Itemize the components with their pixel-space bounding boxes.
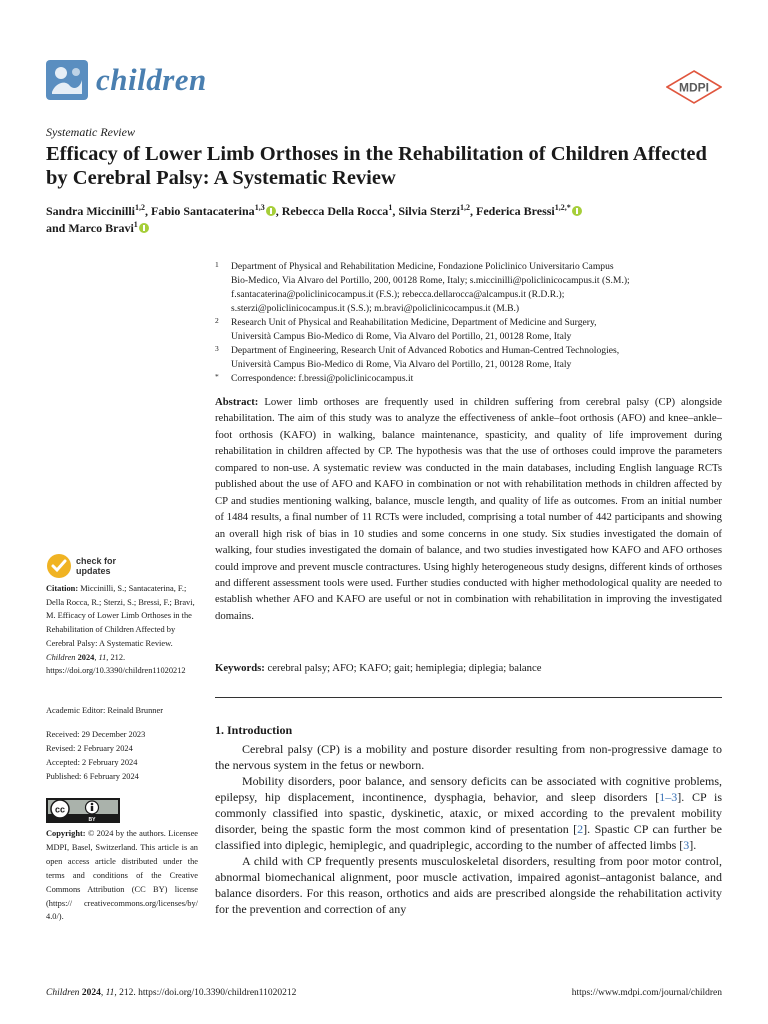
section-heading-introduction: 1. Introduction xyxy=(215,723,293,737)
author-name: and Marco Bravi xyxy=(46,221,134,235)
footer-citation: Children 2024, 11, 212. https://doi.org/10.3390/children11020212 xyxy=(46,988,297,998)
paragraph xyxy=(215,853,722,917)
reference-link[interactable]: 2 xyxy=(577,822,584,836)
citation-text: Miccinilli, S.; Santacaterina, F.; Della Rocca, R.; Sterzi, S.; Bressi, F.; Bravi, M. Efficacy of Lower Limb Orthoses in the Rehabilitation of Children Affected by Cerebral Palsy: A Systematic Review. xyxy=(46,584,195,648)
citation-volume: 11 xyxy=(98,652,107,662)
children-journal-logo-icon xyxy=(46,60,88,100)
citation-journal: Children xyxy=(46,652,76,662)
author-affiliation-ref: 1,2,* xyxy=(554,203,571,212)
article-title: Efficacy of Lower Limb Orthoses in the Rehabilitation of Children Affected by Cerebral Palsy: A Systematic Review xyxy=(46,143,707,189)
author-name: Fabio Santacaterina xyxy=(151,204,255,218)
date-item: Revised: 2 February 2024 xyxy=(46,744,133,753)
author-list: Sandra Miccinilli$^{1,2}$, Fabio Santacaterina$^{1,3}$ , Rebecca Della Rocca$^1$, Silvia Sterzi$^{1,2}$, Federica Bressi$^{1,2,*}$ and Marco Bravi$^1$ xyxy=(46,203,736,237)
author-affiliation-ref: 1 xyxy=(133,220,138,229)
journal-name: children xyxy=(96,62,207,97)
svg-text:BY: BY xyxy=(88,817,96,823)
mdpi-logo-icon xyxy=(666,70,722,104)
keywords xyxy=(215,661,722,676)
abstract xyxy=(215,394,722,624)
paragraph-text: Mobility disorders, poor balance, and sensory deficits can be associated with cognitive problems, epilepsy, hip displacement, incontinence, dysphagia, behavior, and sleep disorders [ xyxy=(215,774,722,804)
abstract-text: Lower limb orthoses are frequently used in children suffering from cerebral palsy (CP) alongside rehabilitation. The aim of this study was to analyze the effectiveness of ankle–foot orthosis (AFO) and knee–ankle–foot orthosis (KAFO) in walking, balance maintenance, spasticity, and quality of life improvement during rehabilitation in children affected by CP. The hypothesis was that the use of orthoses could improve the parameters compared to non-use. A systematic review was conducted in the main databases, including English language RCTs published about the use of AFO and KAFO in combination or not with rehabilitation methods in children affected by CP and studies mentioning walking, balance, muscle length, and quality of life as outcomes. From an initial number of 1484 results, a final number of 11 RCTs were included, comprising a total number of 442 participants and showing an overall high risk of bias in 10 studies and some concerns in one study. Six studies investigated the domain of walking, four studies investigated the domain of balance, and two studies investigated how KAFO and AFO orthoses could improve and prevent muscle contractures. Using highly heterogeneous study designs, different kinds of orthoses and different assessment tools were used. Further studies conducted with higher methodological quality are needed to establish whether AFO and KAFO are useful or not in combination with rehabilitation in improving the investigated domains. xyxy=(215,396,723,622)
affiliation-item xyxy=(215,260,720,316)
keywords-label: Keywords: xyxy=(215,662,265,674)
paragraph-text: ]. xyxy=(689,838,697,852)
article-type: Systematic Review xyxy=(46,125,135,139)
citation-label: Citation: xyxy=(46,584,79,593)
affiliation-line: f.santacaterina@policlinicocampus.it (F.S.); rebecca.dellarocca@alcampus.it (R.D.R.); xyxy=(231,289,565,300)
paragraph-text: A child with CP frequently presents musculoskeletal disorders, resulting from poor motor control, abnormal biomechanical alignment, poor muscle activation, impaired agonist–antagonist balance, and balance disorders. For this reason, orthotics and aids are prescribed alongside the rehabilitation activity for the prevention and correction of any xyxy=(215,854,722,916)
check-for-updates-icon[interactable] xyxy=(46,553,72,579)
paragraph xyxy=(215,741,722,773)
affiliation-line: Università Campus Bio-Medico di Rome, Via Alvaro del Portillo, 21, 00128 Rome, Italy xyxy=(231,359,572,370)
affiliation-item xyxy=(215,316,720,344)
paragraph-text: ]. CP is commonly classified into spastic, dyskinetic, ataxic, or mixed according to the prevalent mobility disorder, being the spastic form the most common kind of presentation [ xyxy=(215,790,723,836)
date-item: Accepted: 2 February 2024 xyxy=(46,758,138,767)
reference-link[interactable]: 3 xyxy=(683,838,690,852)
copyright-block xyxy=(46,827,198,924)
orcid-icon[interactable] xyxy=(572,206,582,216)
author-name: Federica Bressi xyxy=(475,204,555,218)
author-affiliation-ref: 1 xyxy=(388,203,393,212)
date-item: Published: 6 February 2024 xyxy=(46,772,139,781)
academic-editor: Academic Editor: Reinald Brunner xyxy=(46,706,163,715)
affiliation-list xyxy=(215,260,720,386)
paragraph xyxy=(215,773,722,853)
affiliation-line: Research Unit of Physical and Reahabilitation Medicine, Department of Medicine and Surgery, xyxy=(231,317,597,328)
author-name: Sandra Miccinilli xyxy=(46,204,136,218)
publication-dates xyxy=(46,728,145,784)
citation-year: 2024 xyxy=(77,652,95,662)
orcid-icon[interactable] xyxy=(266,206,276,216)
affiliation-number: * xyxy=(215,372,219,381)
author-affiliation-ref: 1,2 xyxy=(135,203,146,212)
affiliation-line: Department of Engineering, Research Unit of Advanced Robotics and Human-Centred Technologies, xyxy=(231,345,620,356)
affiliation-line: Università Campus Bio-Medico di Rome, Via Alvaro del Portillo, 21, 00128 Rome, Italy xyxy=(231,331,572,342)
date-item: Received: 29 December 2023 xyxy=(46,730,146,739)
footer-journal-url[interactable]: https://www.mdpi.com/journal/children xyxy=(571,988,722,998)
cc-by-license-icon[interactable] xyxy=(46,798,120,823)
copyright-label: Copyright: xyxy=(46,829,86,838)
affiliation-item xyxy=(215,344,720,372)
affiliation-line: Correspondence: f.bressi@policlinicocampus.it xyxy=(231,373,414,384)
check-for-updates-label[interactable]: check for updates xyxy=(76,556,117,576)
affiliation-line: Department of Physical and Rehabilitation Medicine, Fondazione Policlinico Universitario Campus xyxy=(231,261,614,272)
orcid-icon[interactable] xyxy=(139,223,149,233)
affiliation-number: 1 xyxy=(215,260,219,269)
keywords-text: cerebral palsy; AFO; KAFO; gait; hemiplegia; diplegia; balance xyxy=(267,662,542,674)
affiliation-line: Bio-Medico, Via Alvaro del Portillo, 200, 00128 Rome, Italy; s.miccinilli@policlinicocampus.it (S.M.); xyxy=(231,275,630,286)
affiliation-line: s.sterzi@policlinicocampus.it (S.S.); m.bravi@policlinicocampus.it (M.B.) xyxy=(231,303,520,314)
citation-doi[interactable]: , 212. https://doi.org/10.3390/children11020212 xyxy=(46,652,186,676)
copyright-text: © 2024 by the authors. Licensee MDPI, Basel, Switzerland. This article is an open access article distributed under the terms and conditions of the Creative Commons Attribution (CC BY) license (https:// creativecommons.org/licenses/by/ 4.0/). xyxy=(46,829,198,922)
paragraph-text: ]. Spastic CP can further be classified into diplegic, hemiplegic, and quadriplegic, according to the number of affected limbs [ xyxy=(215,822,722,852)
author-affiliation-ref: 1,3 xyxy=(254,203,265,212)
author-affiliation-ref: 1,2 xyxy=(459,203,470,212)
paragraph-text: Cerebral palsy (CP) is a mobility and posture disorder resulting from non-progressive damage to the nervous system in the fetus or newborn. xyxy=(215,742,722,772)
author-name: Silvia Sterzi xyxy=(398,204,460,218)
reference-link[interactable]: 1–3 xyxy=(659,790,678,804)
citation-block: Citation: Miccinilli, S.; Santacaterina, F.; Della Rocca, R.; Sterzi, S.; Bressi, F.; Bravi, M. Efficacy of Lower Limb Orthoses in the Rehabilitation of Children Affected by Cerebral Palsy: A Systematic Review. Children 2024, 11, 212. https://doi.org/10.3390/children11020212 xyxy=(46,584,195,676)
author-name: Rebecca Della Rocca xyxy=(281,204,389,218)
introduction-body xyxy=(215,741,722,917)
publisher-name: MDPI xyxy=(679,80,709,95)
svg-text:cc: cc xyxy=(54,804,66,815)
section-divider xyxy=(215,697,722,698)
affiliation-number: 2 xyxy=(215,316,219,325)
abstract-label: Abstract: xyxy=(215,396,259,408)
affiliation-number: 3 xyxy=(215,344,219,353)
affiliation-item xyxy=(215,372,720,386)
